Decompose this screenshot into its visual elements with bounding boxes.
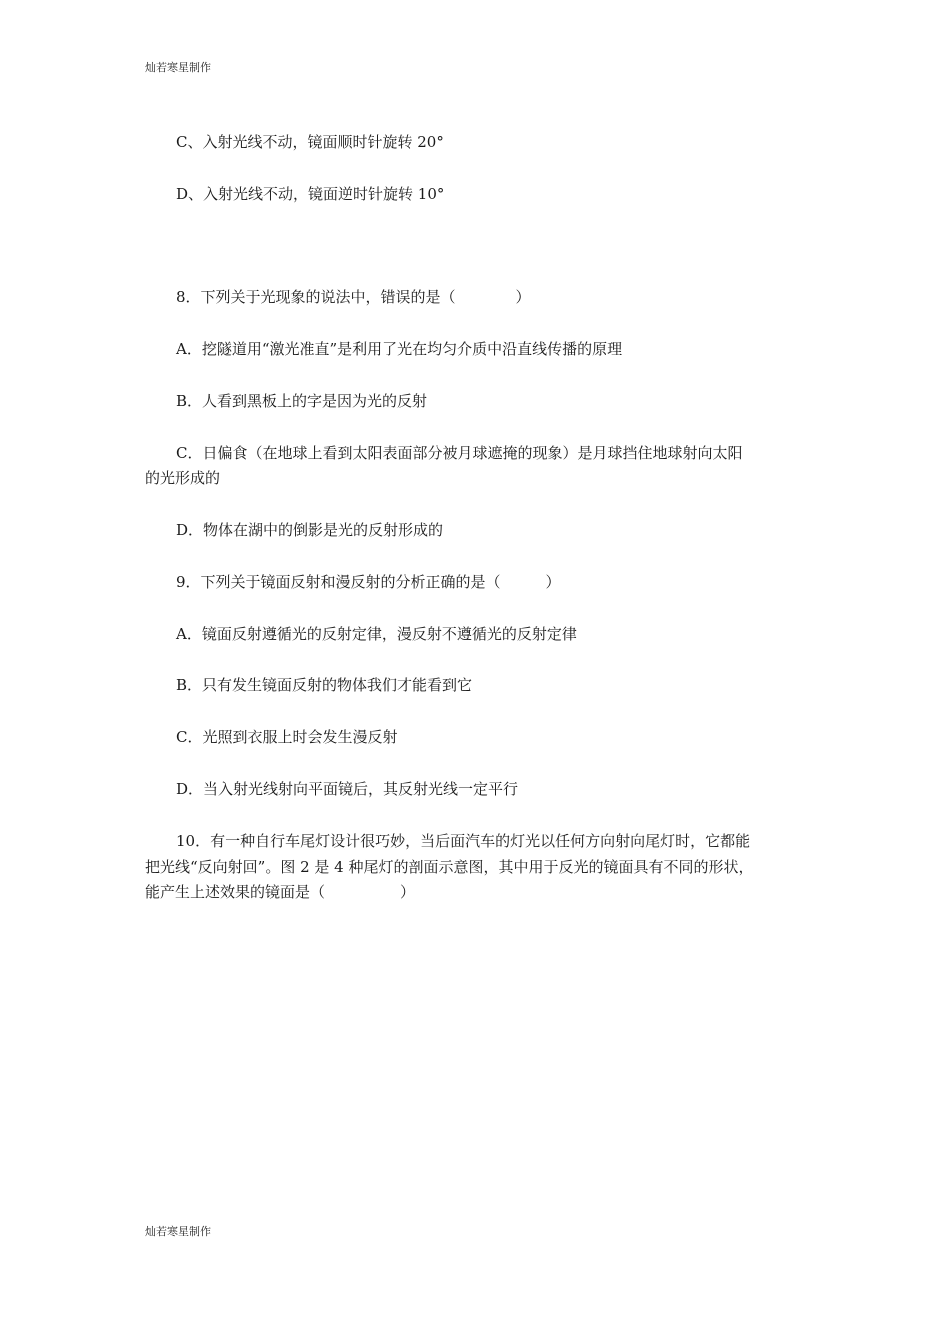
q9-option-d: D．当入射光线射向平面镜后，其反射光线一定平行	[176, 780, 519, 798]
q8-option-a: A．挖隧道用“激光准直”是利用了光在均匀介质中沿直线传播的原理	[176, 340, 623, 358]
q9-option-a: A．镜面反射遵循光的反射定律，漫反射不遵循光的反射定律	[176, 625, 577, 643]
q8-option-c-line1: C．日偏食（在地球上看到太阳表面部分被月球遮掩的现象）是月球挡住地球射向太阳	[176, 444, 743, 462]
q10-stem-line1: 10．有一种自行车尾灯设计很巧妙，当后面汽车的灯光以任何方向射向尾灯时，它都能	[176, 832, 751, 850]
q9-option-c: C．光照到衣服上时会发生漫反射	[176, 728, 398, 746]
q10-stem-line2: 把光线“反向射回”。图 2 是 4 种尾灯的剖面示意图，其中用于反光的镜面具有不同的形状，	[145, 858, 754, 876]
page-header: 灿若寒星制作	[145, 61, 211, 74]
q7-option-c: C、入射光线不动，镜面顺时针旋转 20°	[176, 133, 444, 151]
q8-option-d: D．物体在湖中的倒影是光的反射形成的	[176, 521, 444, 539]
q8-option-b: B．人看到黑板上的字是因为光的反射	[176, 392, 428, 410]
q7-option-d: D、入射光线不动，镜面逆时针旋转 10°	[176, 185, 445, 203]
q9-stem: 9．下列关于镜面反射和漫反射的分析正确的是（ ）	[176, 573, 561, 591]
q8-option-c-line2: 的光形成的	[145, 469, 221, 487]
q8-stem: 8．下列关于光现象的说法中，错误的是（ ）	[176, 288, 531, 306]
q10-stem-line3: 能产生上述效果的镜面是（ ）	[145, 883, 416, 901]
page-footer: 灿若寒星制作	[145, 1225, 211, 1238]
q9-option-b: B．只有发生镜面反射的物体我们才能看到它	[176, 676, 473, 694]
